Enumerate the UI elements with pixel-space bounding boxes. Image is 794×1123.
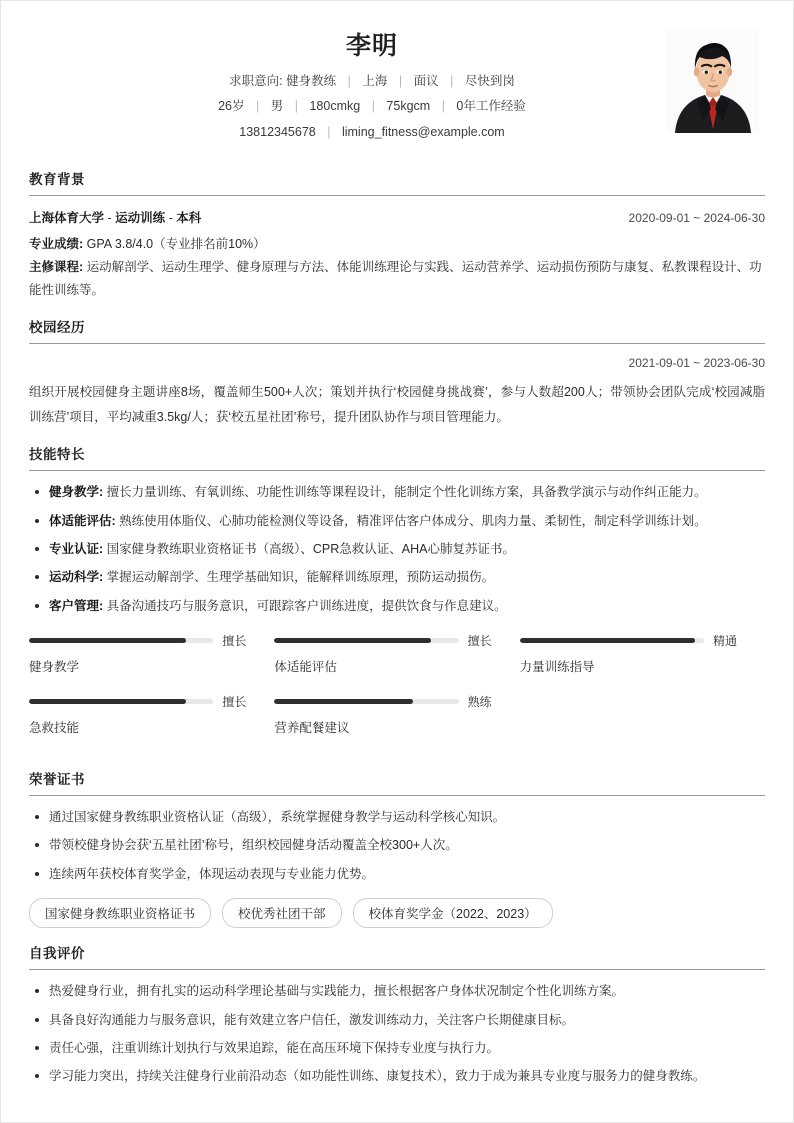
section-honors	[29, 758, 765, 928]
skill-progress-track	[29, 638, 213, 643]
portrait-illustration	[667, 29, 759, 133]
skill-progress-fill	[520, 638, 695, 643]
section-self-evaluation	[29, 932, 765, 1087]
skill-label: 客户管理:	[49, 598, 104, 613]
personal-info-line	[89, 100, 655, 113]
skill-text: 具备沟通技巧与服务意识，可跟踪客户训练进度，提供饮食与作息建议。	[106, 598, 507, 613]
skill-name-label: 健身教学	[29, 660, 80, 674]
skill-text: 擅长力量训练、有氧训练、功能性训练等课程设计，能制定个性化训练方案，具备教学演示与动作纠正能力。	[106, 485, 707, 500]
list-item: 学习能力突出，持续关注健身行业前沿动态（如功能性训练、康复技术），致力于成为兼具专业度与服务力的健身教练。	[29, 1067, 765, 1086]
skill-progress-track	[29, 699, 213, 704]
personal-experience: 0年工作经验	[456, 99, 526, 113]
honors-list	[29, 808, 765, 884]
skill-label: 健身教学:	[49, 485, 104, 500]
avatar	[667, 29, 759, 133]
list-item	[29, 483, 765, 502]
skill-progress-track	[520, 638, 704, 643]
skill-bars-grid	[29, 632, 765, 754]
education-gpa-line	[29, 233, 765, 256]
section-title-campus: 校园经历	[29, 320, 85, 336]
skill-label: 运动科学:	[49, 570, 104, 585]
list-item: 带领校健身协会获‘五星社团’称号，组织校园健身活动覆盖全校300+人次。	[29, 836, 765, 855]
skill-level-label: 擅长	[222, 634, 247, 648]
skill-bar-item	[274, 693, 519, 736]
personal-height: 180cmkg	[309, 99, 361, 113]
list-item: 责任心强，注重训练计划执行与效果追踪，能在高压环境下保持专业度与执行力。	[29, 1039, 765, 1058]
skill-progress-fill	[274, 699, 412, 704]
skill-level-label: 擅长	[467, 634, 492, 648]
education-courses-line	[29, 256, 765, 302]
divider: |	[450, 73, 454, 88]
section-title-self-evaluation: 自我评价	[29, 946, 85, 962]
list-item	[29, 597, 765, 616]
job-intent-label: 求职意向:	[229, 73, 283, 88]
skill-progress-track	[274, 699, 458, 704]
job-intent-availability: 尽快到岗	[464, 73, 515, 88]
skill-progress-track	[274, 638, 458, 643]
section-campus	[29, 306, 765, 429]
skill-label: 专业认证:	[49, 541, 104, 556]
skill-progress-fill	[29, 638, 186, 643]
section-divider	[29, 969, 765, 970]
separator: -	[104, 211, 116, 225]
contact-email: liming_fitness@example.com	[341, 124, 505, 139]
section-divider	[29, 795, 765, 796]
skill-bar-item	[29, 632, 274, 675]
page-title: 李明	[345, 32, 398, 60]
education-courses-label: 主修课程:	[29, 260, 84, 275]
skill-bar-item	[274, 632, 519, 675]
skill-progress-fill	[29, 699, 186, 704]
education-entry-header	[29, 208, 765, 226]
education-courses-value: 运动解剖学、运动生理学、健身原理与方法、体能训练理论与实践、运动营养学、运动损伤预防与康复、私教课程设计、功能性训练等。	[29, 260, 762, 298]
list-item: 连续两年获校体育奖学金，体现运动表现与专业能力优势。	[29, 865, 765, 884]
personal-gender: 男	[270, 99, 284, 113]
list-item: 热爱健身行业，拥有扎实的运动科学理论基础与实践能力，擅长根据客户身体状况制定个性化训练方案。	[29, 982, 765, 1001]
divider: |	[441, 99, 445, 113]
campus-description: 组织开展校园健身主题讲座8场，覆盖师生500+人次；策划并执行‘校园健身挑战赛’，参与人数超200人；带领协会团队完成‘校园减脂训练营’项目，平均减重3.5kg/人；获‘校五星社团’称号，提升团队协作与项目管理能力。	[29, 385, 765, 424]
education-school: 上海体育大学	[29, 211, 105, 225]
job-intent-salary: 面议	[413, 73, 439, 88]
section-education	[29, 158, 765, 302]
resume-header	[29, 19, 765, 154]
skill-level-label: 擅长	[222, 695, 247, 709]
job-intent-city: 上海	[362, 73, 388, 88]
section-divider	[29, 470, 765, 471]
list-item: 通过国家健身教练职业资格认证（高级），系统掌握健身教学与运动科学核心知识。	[29, 808, 765, 827]
status-badge: 校优秀社团干部	[222, 898, 342, 928]
skill-bar-item	[520, 632, 765, 675]
skill-bar-row	[29, 632, 246, 649]
job-intent-line	[89, 75, 655, 88]
divider: |	[327, 124, 331, 139]
education-gpa-label: 专业成绩:	[29, 237, 84, 251]
skill-text: 熟练使用体脂仪、心肺功能检测仪等设备，精准评估客户体成分、肌肉力量、柔韧性，制定科学训练计划。	[119, 513, 707, 528]
education-org	[29, 208, 201, 226]
contact-phone: 13812345678	[239, 124, 316, 139]
honor-tags	[29, 898, 765, 928]
separator: -	[165, 211, 177, 225]
section-title-education: 教育背景	[29, 172, 85, 187]
skill-name-label: 急救技能	[29, 721, 80, 735]
header-text-block	[29, 29, 655, 138]
status-badge: 校体育奖学金（2022、2023）	[353, 898, 553, 928]
skill-name-label: 力量训练指导	[519, 660, 595, 674]
skill-bar-row	[274, 693, 491, 710]
list-item	[29, 540, 765, 559]
skill-level-label: 精通	[712, 634, 737, 648]
education-degree: 本科	[176, 211, 202, 225]
skill-label: 体适能评估:	[49, 513, 116, 528]
personal-age: 26岁	[218, 99, 245, 113]
education-gpa-value: GPA 3.8/4.0（专业排名前10%）	[86, 237, 266, 251]
skill-bar-row	[520, 632, 737, 649]
divider: |	[398, 73, 403, 88]
personal-weight: 75kgcm	[386, 99, 431, 113]
contact-line	[89, 126, 655, 139]
education-date: 2020-09-01 ~ 2024-06-30	[628, 211, 765, 225]
divider: |	[256, 99, 260, 113]
list-item: 具备良好沟通能力与服务意识，能有效建立客户信任，激发训练动力，关注客户长期健康目标。	[29, 1011, 765, 1030]
section-skills	[29, 433, 765, 754]
section-divider	[29, 343, 765, 344]
section-divider	[29, 195, 765, 196]
self-evaluation-list	[29, 982, 765, 1087]
skill-bar-row	[29, 693, 246, 710]
divider: |	[347, 73, 351, 88]
status-badge: 国家健身教练职业资格证书	[29, 898, 211, 928]
job-intent-position: 健身教练	[286, 73, 337, 88]
list-item	[29, 568, 765, 587]
campus-date: 2021-09-01 ~ 2023-06-30	[628, 356, 765, 371]
section-title-skills: 技能特长	[29, 447, 85, 463]
skill-name-label: 营养配餐建议	[274, 721, 350, 735]
section-title-honors: 荣誉证书	[29, 772, 85, 787]
skill-level-label: 熟练	[467, 695, 492, 709]
skill-text: 掌握运动解剖学、生理学基础知识，能解释训练原理，预防运动损伤。	[106, 570, 495, 585]
divider: |	[371, 99, 375, 113]
skill-name-label: 体适能评估	[274, 660, 337, 674]
skill-bar-item	[29, 693, 274, 736]
skill-progress-fill	[274, 638, 431, 643]
skill-bar-spacer	[520, 693, 765, 736]
skills-list	[29, 483, 765, 616]
education-major: 运动训练	[115, 211, 166, 225]
skill-bar-row	[274, 632, 491, 649]
skill-text: 国家健身教练职业资格证书（高级）、CPR急救认证、AHA心肺复苏证书。	[106, 541, 516, 556]
list-item	[29, 512, 765, 531]
divider: |	[294, 99, 298, 113]
